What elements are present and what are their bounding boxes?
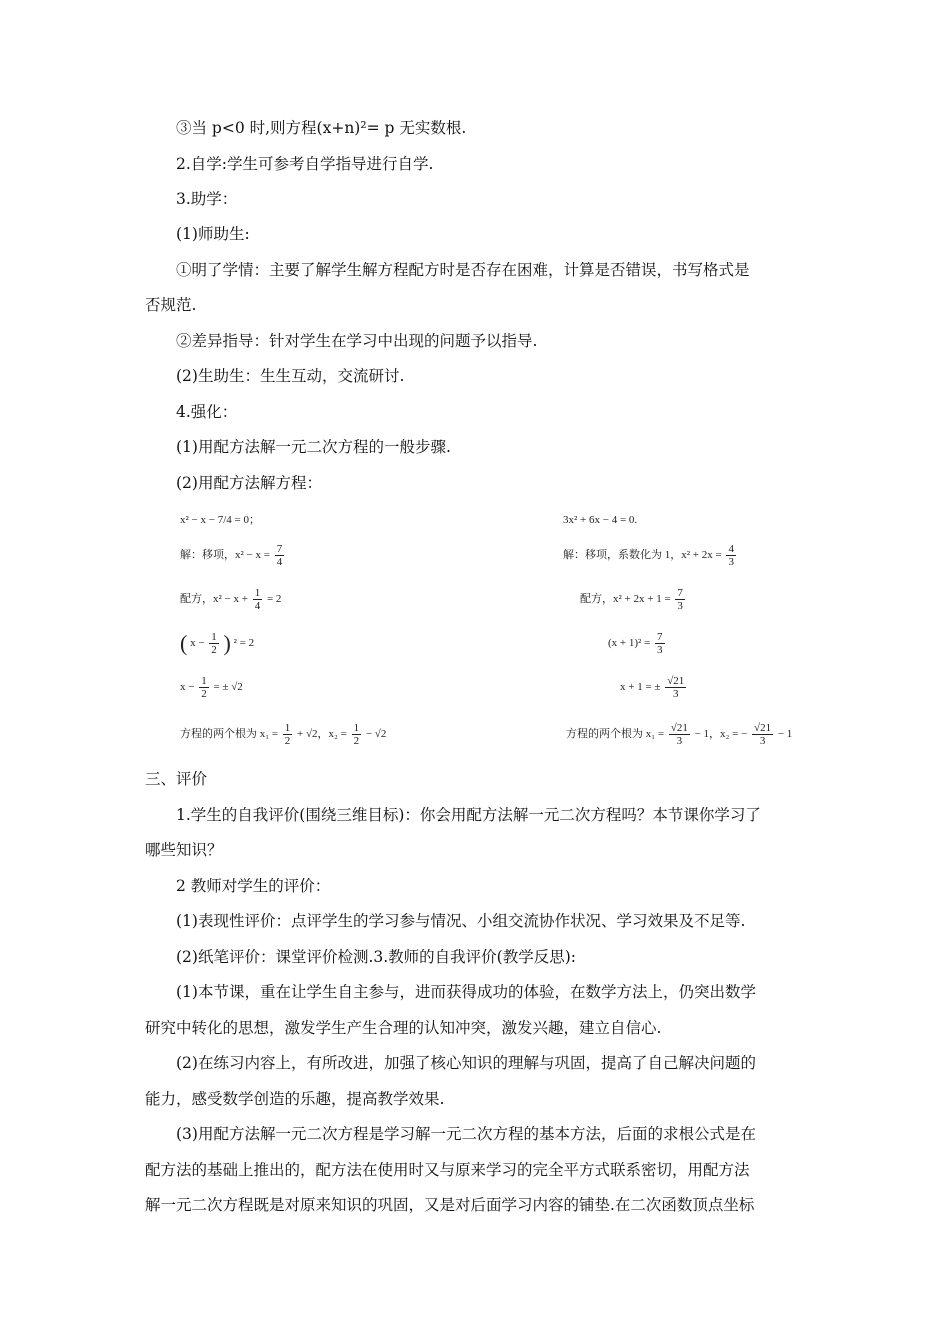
denominator: 4 bbox=[254, 600, 261, 612]
denominator: 2 bbox=[201, 688, 207, 700]
math-equation: x² − x − 7/4 = 0； bbox=[180, 514, 260, 526]
math-step bbox=[580, 587, 687, 612]
numerator: √21 bbox=[667, 675, 685, 687]
numerator: 1 bbox=[254, 587, 261, 599]
numerator: 7 bbox=[276, 543, 283, 555]
numerator: √21 bbox=[670, 722, 688, 734]
denominator: 3 bbox=[672, 688, 679, 700]
numerator: 4 bbox=[728, 543, 734, 555]
numerator: 1 bbox=[211, 631, 217, 643]
math-step bbox=[180, 675, 243, 700]
denominator: 3 bbox=[657, 644, 663, 656]
math-text: = 2 bbox=[266, 593, 282, 606]
text-line: (2)用配方法解方程： bbox=[176, 474, 322, 492]
text-line: (2)生助生：生生互动，交流研讨. bbox=[176, 367, 405, 385]
text-line: (3)用配方法解一元二次方程是学习解一元二次方程的基本方法，后面的求根公式是在 bbox=[176, 1125, 756, 1143]
numerator: 7 bbox=[657, 631, 663, 643]
fraction bbox=[209, 631, 219, 656]
text-line: (1)用配方法解一元二次方程的一般步骤. bbox=[176, 438, 451, 456]
text-line: 能力，感受数学创造的乐趣，提高教学效果. bbox=[145, 1090, 445, 1108]
math-text: 方程的两个根为 x₁ = bbox=[566, 728, 665, 741]
math-text: 解：移项，x² − x = bbox=[180, 549, 270, 562]
text-line: 哪些知识？ bbox=[145, 841, 223, 859]
fraction bbox=[675, 587, 685, 612]
denominator: 3 bbox=[677, 600, 683, 612]
text-line: (1)师助生: bbox=[176, 225, 250, 243]
text-line: 2.自学:学生可参考自学指导进行自学. bbox=[176, 155, 434, 173]
math-step bbox=[180, 722, 386, 747]
denominator: 4 bbox=[276, 556, 283, 568]
fraction bbox=[352, 722, 362, 747]
denominator: 2 bbox=[284, 735, 291, 747]
text-line: (2)在练习内容上，有所改进，加强了核心知识的理解与巩固，提高了自己解决问题的 bbox=[176, 1054, 756, 1072]
math-text: ² = 2 bbox=[233, 637, 255, 650]
math-text: 方程的两个根为 x₁ = bbox=[180, 728, 279, 741]
numerator: 1 bbox=[284, 722, 291, 734]
denominator: 3 bbox=[759, 735, 766, 747]
math-text: + √2，x₂ = bbox=[297, 728, 347, 741]
math-text: (x + 1)² = bbox=[608, 637, 651, 650]
math-text: x + 1 = ± bbox=[620, 681, 661, 694]
math-step bbox=[180, 543, 286, 568]
text-line: 4.强化： bbox=[176, 403, 238, 421]
text-line: 解一元二次方程既是对原来知识的巩固，又是对后面学习内容的铺垫.在二次函数顶点坐标 bbox=[145, 1196, 755, 1214]
math-step bbox=[608, 631, 667, 656]
fraction bbox=[665, 675, 686, 700]
numerator: 1 bbox=[201, 675, 207, 687]
text-line: ③当 p<0 时,则方程(x+n)²= p 无实数根. bbox=[176, 119, 467, 137]
fraction bbox=[726, 543, 736, 568]
text-line: 3.助学： bbox=[176, 190, 238, 208]
numerator: 7 bbox=[677, 587, 683, 599]
text-line: 1.学生的自我评价(围绕三维目标)：你会用配方法解一元二次方程吗？本节课你学习了 bbox=[176, 806, 761, 824]
math-text: x − bbox=[190, 637, 205, 650]
numerator: √21 bbox=[754, 722, 772, 734]
math-text: 配方，x² + 2x + 1 = bbox=[580, 593, 671, 606]
fraction bbox=[253, 587, 263, 612]
text-line: 研究中转化的思想，激发学生产生合理的认知冲突，激发兴趣，建立自信心. bbox=[145, 1019, 662, 1037]
fraction bbox=[199, 675, 209, 700]
section-heading: 三、评价 bbox=[145, 770, 208, 788]
math-step bbox=[566, 722, 792, 747]
math-text: − √2 bbox=[365, 728, 387, 741]
math-equation: 3x² + 6x − 4 = 0. bbox=[563, 514, 638, 526]
text-line: ②差异指导：针对学生在学习中出现的问题予以指导. bbox=[176, 332, 538, 350]
paren: ( bbox=[180, 630, 188, 656]
text-line: 否规范. bbox=[145, 296, 197, 314]
text-line: (2)纸笔评价：课堂评价检测.3.教师的自我评价(教学反思): bbox=[176, 948, 576, 966]
text-line: ①明了学情：主要了解学生解方程配方时是否存在困难，计算是否错误，书写格式是 bbox=[176, 261, 750, 279]
math-step bbox=[563, 543, 738, 568]
text-line: (1)表现性评价：点评学生的学习参与情况、小组交流协作状况、学习效果及不足等. bbox=[176, 912, 746, 930]
math-text: − 1，x₂ = − bbox=[694, 728, 748, 741]
math-step bbox=[620, 675, 688, 700]
denominator: 3 bbox=[728, 556, 734, 568]
math-step bbox=[180, 631, 254, 656]
math-text: x − bbox=[180, 681, 195, 694]
denominator: 2 bbox=[211, 644, 217, 656]
denominator: 3 bbox=[676, 735, 683, 747]
paren: ) bbox=[223, 630, 231, 656]
math-text: 配方，x² − x + bbox=[180, 593, 248, 606]
math-text: − 1 bbox=[777, 728, 793, 741]
fraction bbox=[275, 543, 285, 568]
fraction bbox=[655, 631, 665, 656]
fraction bbox=[283, 722, 293, 747]
fraction bbox=[752, 722, 773, 747]
math-step bbox=[180, 587, 281, 612]
text-line: 配方法的基础上推出的，配方法在使用时又与原来学习的完全平方式联系密切，用配方法 bbox=[145, 1161, 750, 1179]
denominator: 2 bbox=[353, 735, 360, 747]
fraction bbox=[669, 722, 690, 747]
math-text: 解：移项，系数化为 1，x² + 2x = bbox=[563, 549, 722, 562]
text-line: (1)本节课，重在让学生自主参与，进而获得成功的体验，在数学方法上，仍突出数学 bbox=[176, 983, 756, 1001]
math-text: = ± √2 bbox=[213, 681, 243, 694]
numerator: 1 bbox=[353, 722, 360, 734]
text-line: 2 教师对学生的评价： bbox=[176, 877, 331, 895]
